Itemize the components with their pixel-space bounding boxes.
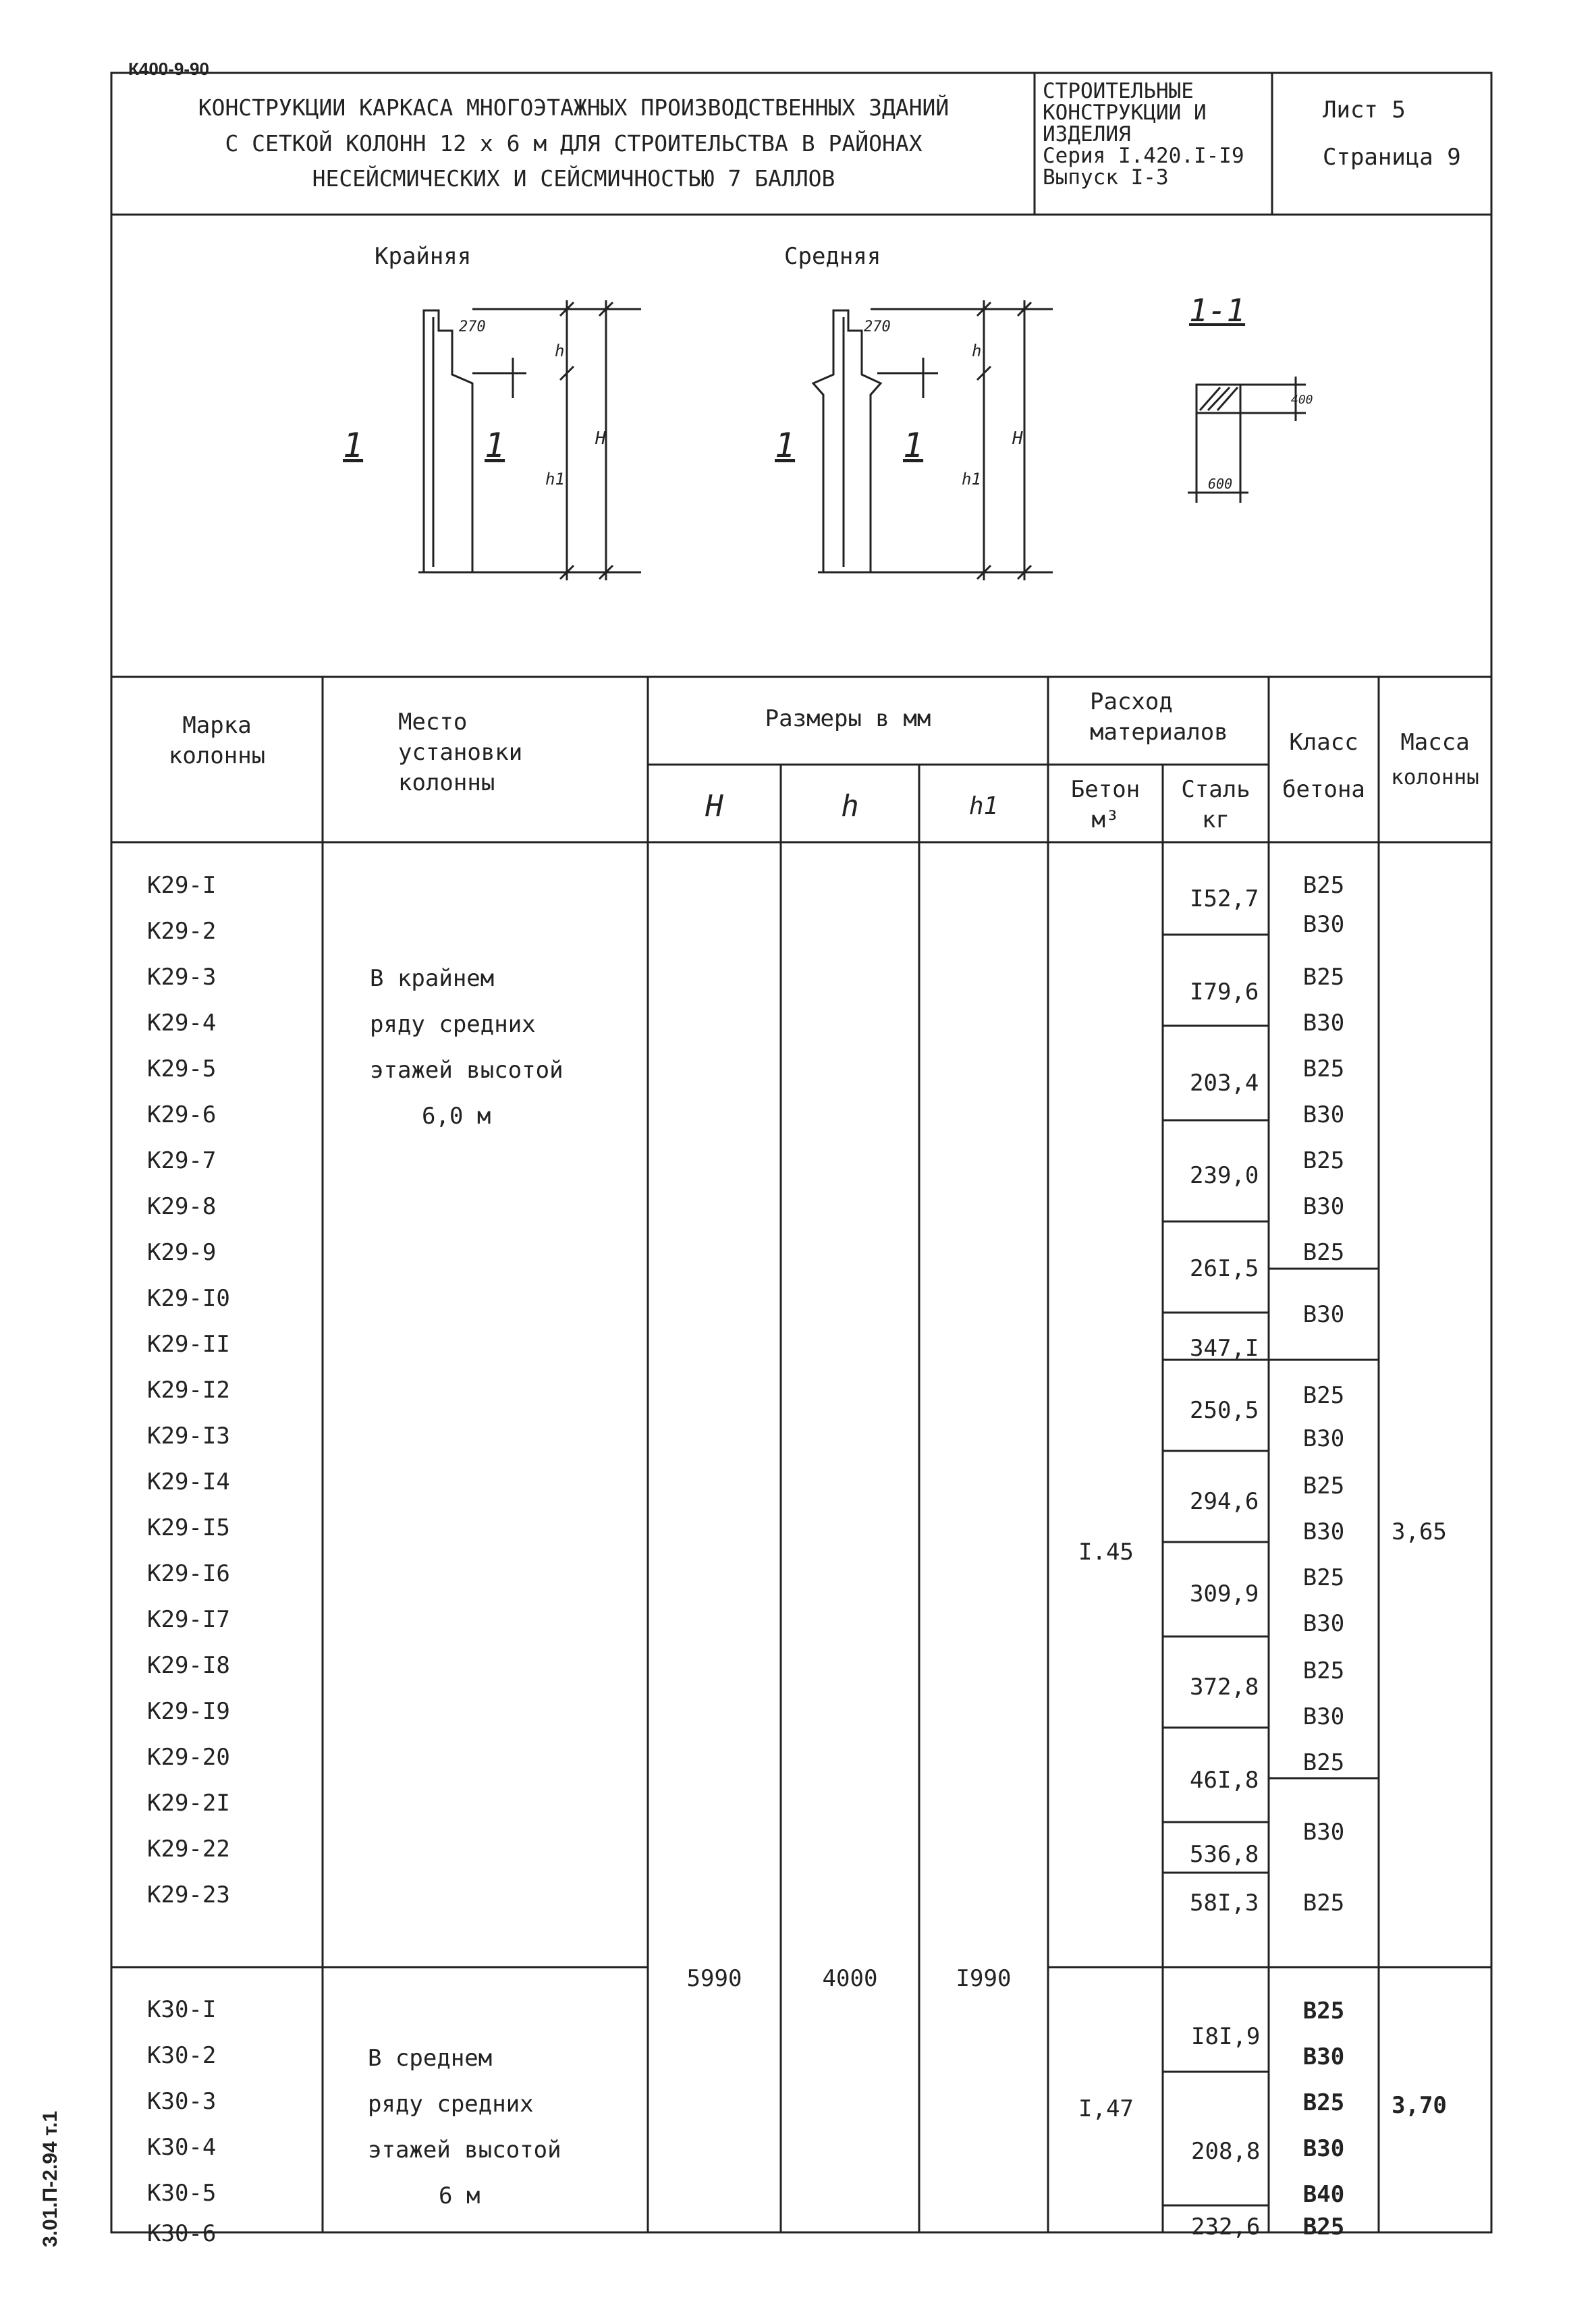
mark-k29-3: К29-3: [147, 964, 217, 991]
mark-k29-10: К29-I0: [147, 1285, 230, 1312]
cut-mark-middle-left: 1: [775, 426, 796, 465]
header-steel-2: кг: [1202, 806, 1230, 833]
header-H: H: [705, 789, 723, 823]
edge-column-label: Крайняя: [375, 243, 472, 270]
class-g2-3: В25: [1302, 2089, 1345, 2116]
steel-k29-23: 58I,3: [1190, 1890, 1259, 1917]
steel-k29-5-6: 203,4: [1190, 1070, 1259, 1097]
dim-H-middle: H: [1012, 429, 1023, 449]
steel-k30-6: 232,6: [1191, 2213, 1261, 2240]
series-number: Серия I.420.I-I9: [1043, 144, 1244, 168]
title-line-1: КОНСТРУКЦИИ КАРКАСА МНОГОЭТАЖНЫХ ПРОИЗВОДСТВЕННЫХ ЗДАНИЙ: [198, 94, 950, 121]
mass-group2: 3,70: [1392, 2092, 1447, 2119]
dim-270-middle: 270: [864, 319, 891, 335]
steel-k29-1-2: I52,7: [1190, 885, 1259, 912]
class-g2-1: В25: [1302, 1998, 1345, 2025]
concrete-group2: I,47: [1078, 2095, 1134, 2122]
class-g2-5: В40: [1302, 2181, 1345, 2208]
place-group1-4: 6,0 м: [422, 1103, 491, 1130]
mark-k29-19: К29-I9: [147, 1698, 230, 1725]
dim-h-middle: h: [972, 341, 982, 360]
place-group2-1: В среднем: [368, 2045, 493, 2072]
mark-k29-6: К29-6: [147, 1101, 217, 1128]
class-g1-14: В30: [1302, 1518, 1345, 1545]
place-group1-2: ряду средних: [370, 1011, 536, 1038]
dim-400: 400: [1291, 393, 1313, 407]
concrete-group1: I.45: [1078, 1539, 1134, 1566]
mark-k29-16: К29-I6: [147, 1560, 230, 1587]
mark-k30-4: К30-4: [147, 2134, 217, 2161]
mark-k29-18: К29-I8: [147, 1652, 230, 1679]
steel-k29-3-4: I79,6: [1190, 979, 1259, 1006]
title-line-3: НЕСЕЙСМИЧЕСКИХ И СЕЙСМИЧНОСТЬЮ 7 БАЛЛОВ: [312, 165, 835, 192]
mark-k29-11: К29-II: [147, 1331, 230, 1358]
class-g1-13: В25: [1302, 1472, 1345, 1499]
steel-k29-20-21: 46I,8: [1190, 1767, 1259, 1794]
header-h1: h1: [968, 792, 999, 820]
mark-k29-17: К29-I7: [147, 1606, 230, 1633]
header-sizes: Размеры в мм: [765, 705, 931, 732]
mass-group1: 3,65: [1392, 1518, 1447, 1545]
dim-600: 600: [1208, 476, 1233, 492]
steel-k29-14-15: 294,6: [1190, 1488, 1259, 1515]
mark-k29-7: К29-7: [147, 1147, 217, 1174]
mark-k29-8: К29-8: [147, 1193, 217, 1220]
place-group2-2: ряду средних: [368, 2091, 534, 2118]
cut-mark-edge-left: 1: [343, 426, 364, 465]
cut-mark-middle-right: 1: [903, 426, 924, 465]
header-mass-1: Масса: [1400, 729, 1470, 756]
class-g1-15: В25: [1302, 1564, 1345, 1591]
steel-k29-7-8: 239,0: [1190, 1162, 1259, 1189]
doc-code: К400-9-90: [128, 59, 209, 79]
class-g1-6: В30: [1302, 1101, 1345, 1128]
mark-k29-15: К29-I5: [147, 1514, 230, 1541]
header-concrete-1: Бетон: [1070, 776, 1140, 803]
header-consumption-1: Расход: [1090, 688, 1173, 715]
sheet-number: Лист 5: [1323, 97, 1406, 123]
mark-k29-9: К29-9: [147, 1239, 217, 1266]
mark-k29-5: К29-5: [147, 1055, 217, 1082]
middle-column-elevation: [813, 310, 881, 572]
mark-k29-23: К29-23: [147, 1881, 230, 1908]
section-label: 1-1: [1189, 292, 1246, 329]
header-place-1: Место: [398, 709, 468, 736]
steel-k29-11: 347,I: [1190, 1335, 1259, 1362]
title-line-2: С СЕТКОЙ КОЛОНН 12 x 6 м ДЛЯ СТРОИТЕЛЬСТВА В РАЙОНАХ: [225, 130, 923, 157]
size-h1: I990: [956, 1965, 1012, 1992]
class-g1-1: В25: [1302, 872, 1345, 899]
header-concrete-2: м³: [1091, 806, 1120, 833]
class-g1-20: В30: [1302, 1819, 1345, 1846]
class-g2-6: В25: [1302, 2213, 1345, 2240]
steel-k30-1-2: I8I,9: [1191, 2023, 1261, 2050]
class-g1-16: В30: [1302, 1610, 1345, 1637]
steel-k29-9-10: 26I,5: [1190, 1255, 1259, 1282]
header-place-2: установки: [398, 739, 523, 766]
mark-k29-20: К29-20: [147, 1744, 230, 1771]
mark-k30-2: К30-2: [147, 2042, 217, 2069]
middle-column-label: Средняя: [784, 243, 881, 270]
mark-k29-12: К29-I2: [147, 1377, 230, 1404]
mark-k30-5: К30-5: [147, 2180, 217, 2207]
header-mark-2: колонны: [168, 742, 266, 769]
class-g1-17: В25: [1302, 1657, 1345, 1684]
page-number: Страница 9: [1323, 144, 1461, 171]
mark-k30-1: К30-I: [147, 1996, 217, 2023]
cut-mark-edge-right: 1: [485, 426, 505, 465]
header-class-2: бетона: [1282, 776, 1365, 803]
class-g1-18: В30: [1302, 1703, 1345, 1730]
header-place-3: колонны: [398, 769, 495, 796]
header-mark-1: Марка: [182, 712, 252, 739]
side-code: 3.01.П-2.94 т.1: [39, 2110, 61, 2247]
class-g1-21: В25: [1302, 1890, 1345, 1917]
mark-k30-3: К30-3: [147, 2088, 217, 2115]
mark-k29-14: К29-I4: [147, 1468, 230, 1495]
mark-k29-1: К29-I: [147, 872, 217, 899]
issue-number: Выпуск I-3: [1043, 165, 1169, 190]
steel-k30-3-5: 208,8: [1191, 2138, 1261, 2165]
size-h: 4000: [822, 1965, 878, 1992]
header-mass-2: колонны: [1391, 765, 1479, 790]
dim-H-edge: H: [595, 429, 606, 449]
mark-k29-2: К29-2: [147, 918, 217, 945]
place-group2-3: этажей высотой: [368, 2137, 561, 2164]
edge-column-dimensions: [472, 300, 641, 580]
column-drawings: [0, 0, 1596, 675]
mark-k30-6: К30-6: [147, 2220, 217, 2247]
mark-k29-21: К29-2I: [147, 1790, 230, 1817]
place-group2-4: 6 м: [439, 2182, 480, 2209]
header-h: h: [841, 789, 859, 823]
dim-h-edge: h: [555, 341, 565, 360]
steel-k29-22: 536,8: [1190, 1841, 1259, 1868]
class-g1-2: В30: [1302, 911, 1345, 938]
series-line-3: ИЗДЕЛИЯ: [1043, 122, 1131, 146]
edge-column-elevation: [418, 310, 480, 572]
class-g1-3: В25: [1302, 964, 1345, 991]
place-group1-1: В крайнем: [370, 965, 495, 992]
dim-270-edge: 270: [459, 319, 486, 335]
header-steel-1: Сталь: [1181, 776, 1250, 803]
place-group1-3: этажей высотой: [370, 1057, 563, 1084]
class-g2-4: В30: [1302, 2135, 1345, 2162]
header-class-1: Класс: [1289, 729, 1358, 756]
series-line-1: СТРОИТЕЛЬНЫЕ: [1043, 79, 1194, 103]
section-1-1: [1188, 377, 1306, 503]
header-consumption-2: материалов: [1090, 719, 1228, 746]
mark-k29-22: К29-22: [147, 1836, 230, 1863]
size-H: 5990: [686, 1965, 742, 1992]
class-g1-19: В25: [1302, 1749, 1345, 1776]
steel-k29-12-13: 250,5: [1190, 1397, 1259, 1424]
mark-k29-13: К29-I3: [147, 1423, 230, 1450]
class-g1-5: В25: [1302, 1055, 1345, 1082]
class-g1-9: В25: [1302, 1239, 1345, 1266]
class-g2-2: В30: [1302, 2043, 1345, 2070]
class-g1-4: В30: [1302, 1010, 1345, 1037]
mark-k29-4: К29-4: [147, 1010, 217, 1037]
class-g1-7: В25: [1302, 1147, 1345, 1174]
series-line-2: КОНСТРУКЦИИ И: [1043, 101, 1207, 125]
steel-k29-18-19: 372,8: [1190, 1674, 1259, 1701]
middle-column-dimensions: [871, 300, 1053, 580]
class-g1-10: В30: [1302, 1301, 1345, 1328]
steel-k29-16-17: 309,9: [1190, 1580, 1259, 1607]
dim-h1-edge: h1: [545, 470, 565, 489]
class-g1-12: В30: [1302, 1425, 1345, 1452]
class-g1-8: В30: [1302, 1193, 1345, 1220]
class-g1-11: В25: [1302, 1382, 1345, 1409]
dim-h1-middle: h1: [962, 470, 981, 489]
